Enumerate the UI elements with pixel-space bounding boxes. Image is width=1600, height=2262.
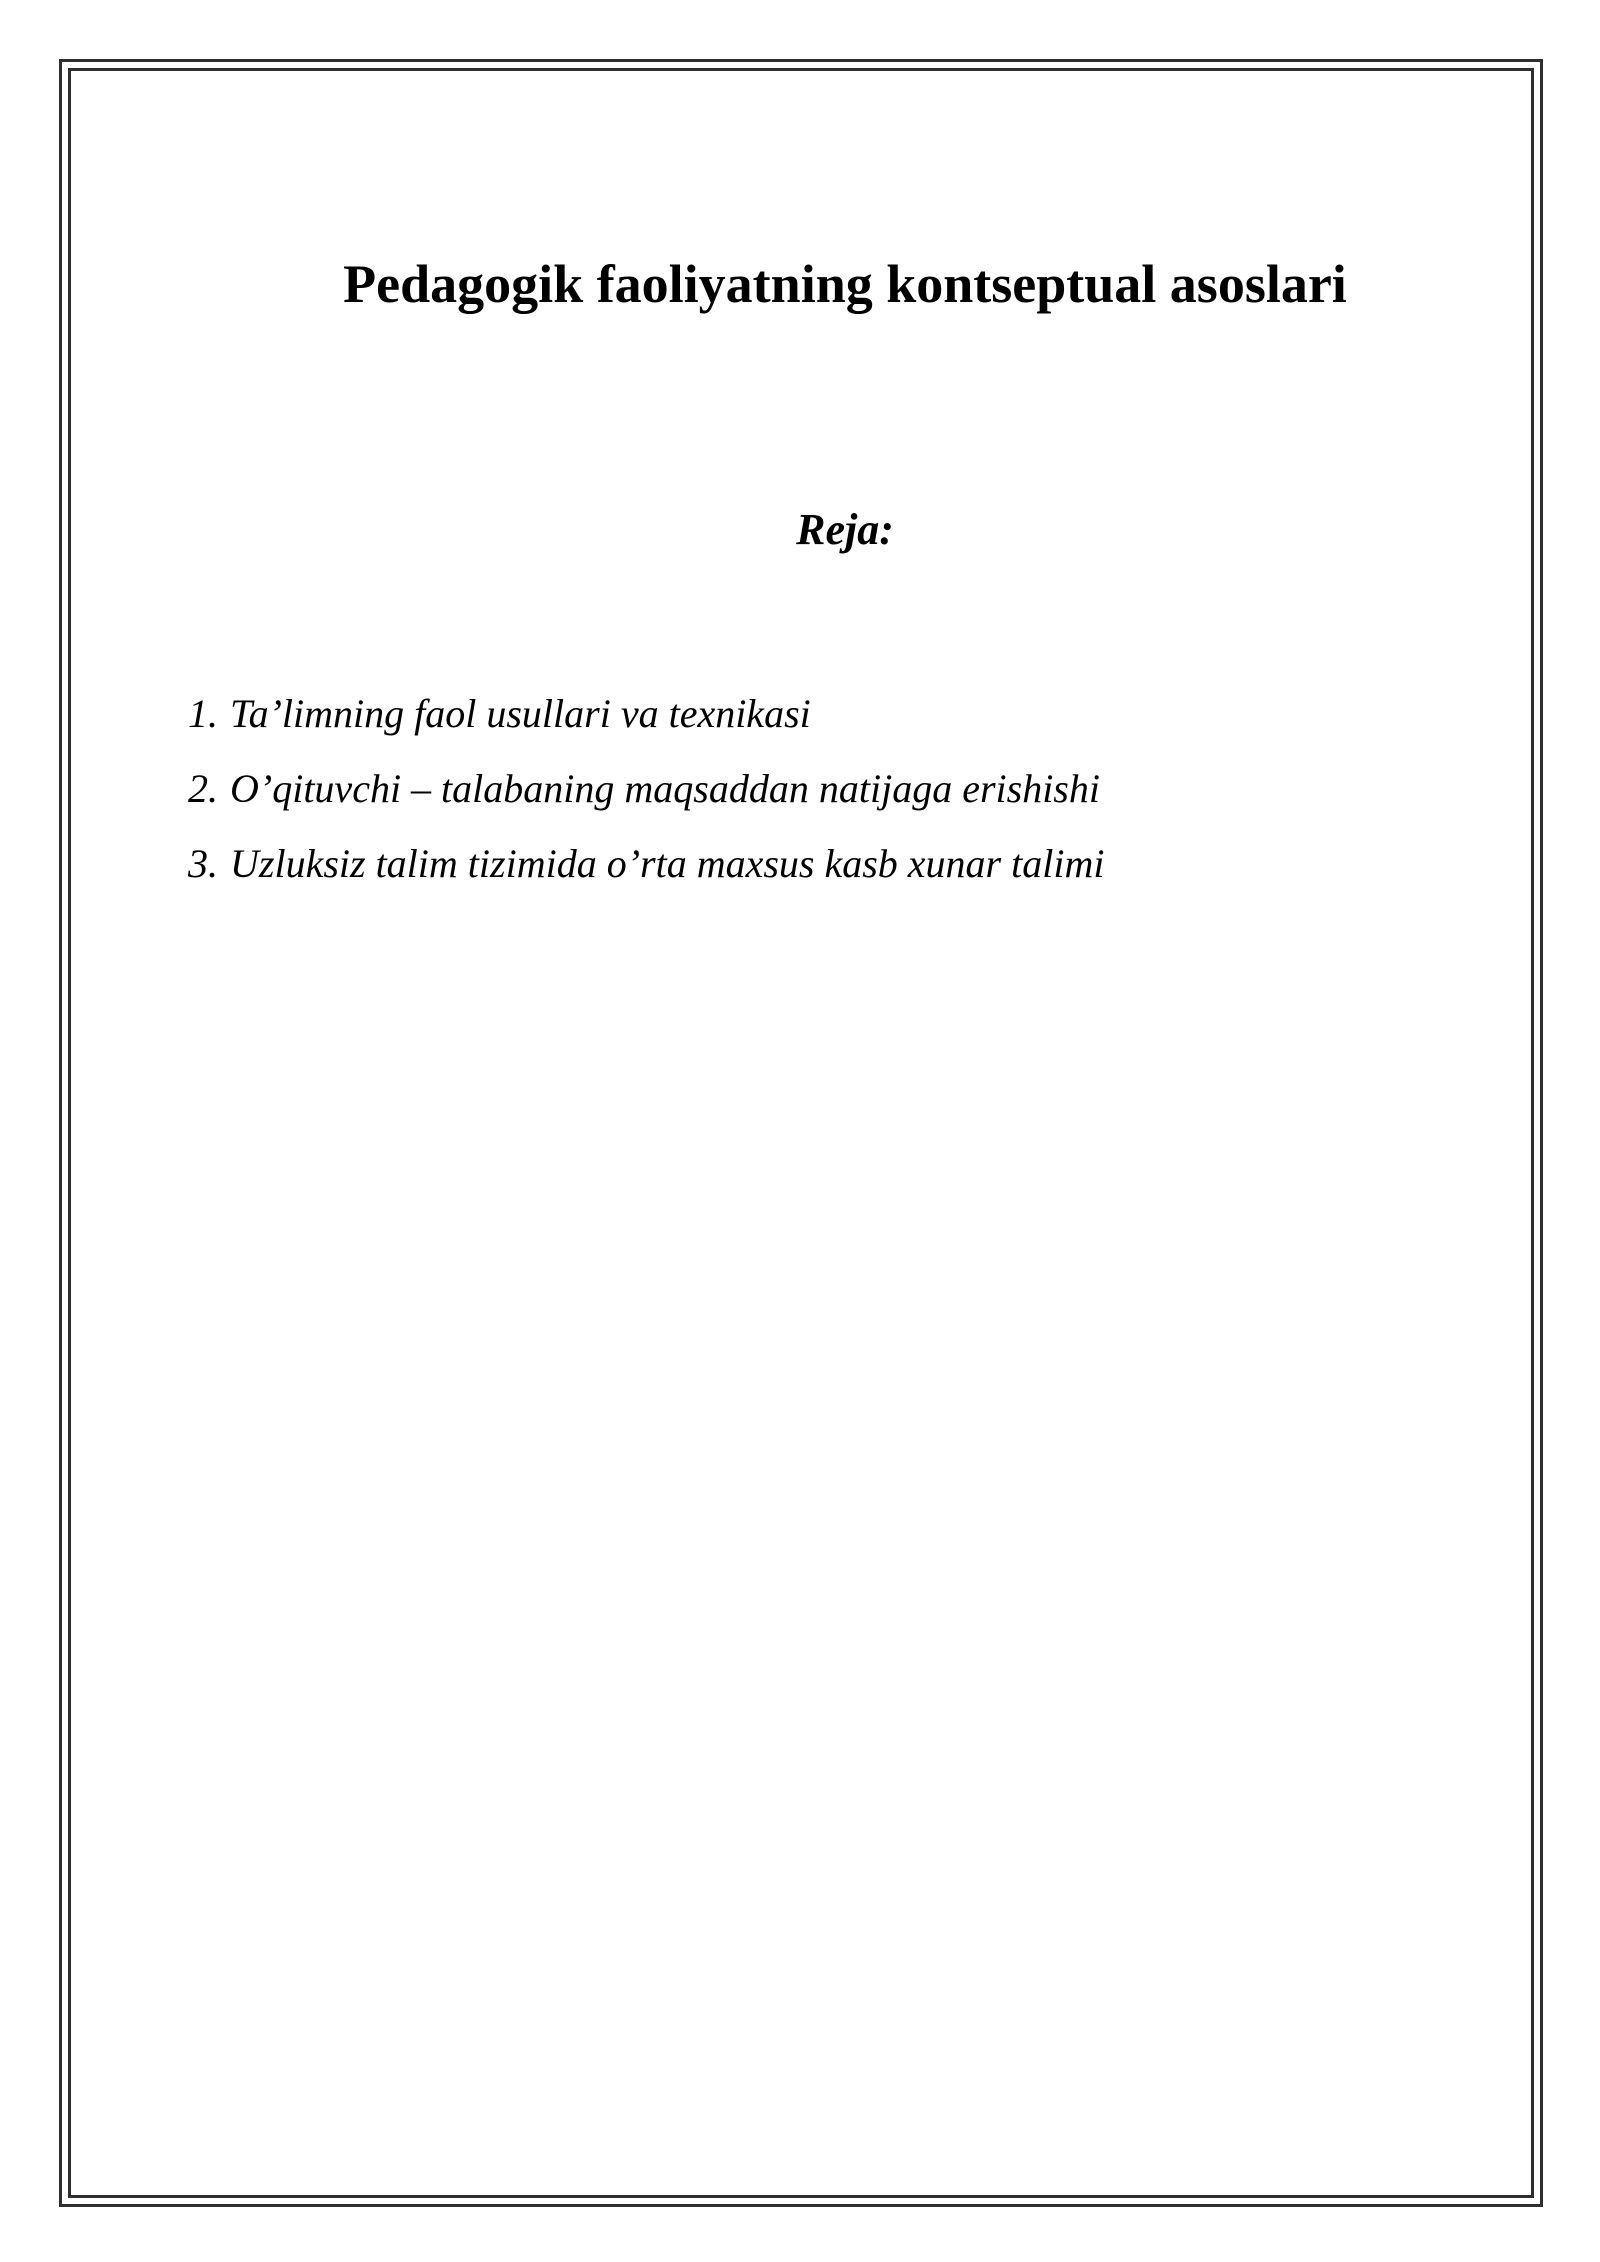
list-item	[188, 751, 1488, 826]
list-item-number: 3.	[188, 841, 218, 886]
list-item-text: O’qituvchi – talabaning maqsaddan natijaga erishishi	[230, 766, 1100, 811]
list-item-number: 2.	[188, 766, 218, 811]
page-title: Pedagogik faoliyatning kontseptual asoslari	[343, 254, 1347, 314]
list-item-text: Ta’limning faol usullari va texnikasi	[230, 691, 811, 736]
list-item	[188, 676, 1488, 751]
list-item	[188, 826, 1488, 901]
list-item-number: 1.	[188, 691, 218, 736]
page-border	[68, 68, 1534, 2198]
plan-list	[188, 676, 1488, 901]
list-item-text: Uzluksiz talim tizimida o’rta maxsus kasb xunar talimi	[230, 841, 1105, 886]
plan-heading: Reja:	[796, 505, 894, 554]
